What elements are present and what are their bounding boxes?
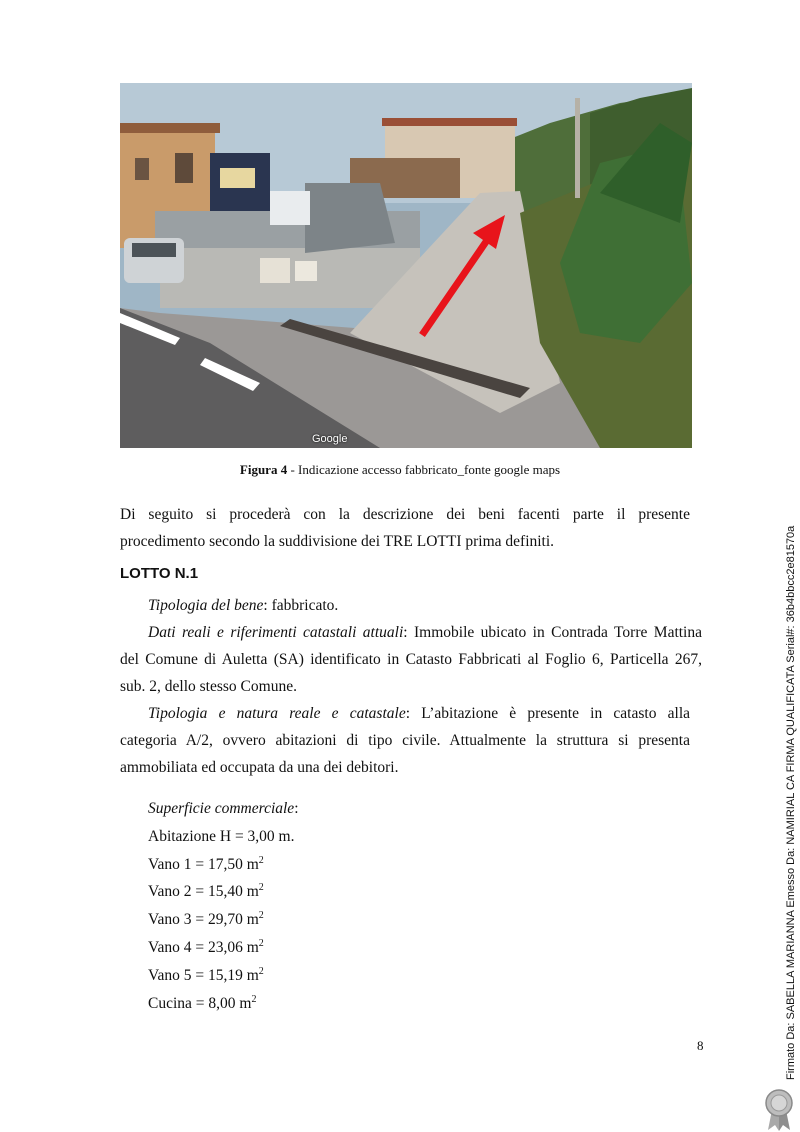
certificate-seal-icon	[762, 1088, 796, 1132]
digital-signature-text: Firmato Da: SABELLA MARIANNA Emesso Da: NAMIRIAL CA FIRMA QUALIFICATA Serial#: 36b4bbcc2e81570a	[785, 525, 797, 1080]
room-vano-3	[120, 906, 690, 934]
tipologia-label: Tipologia del bene	[148, 597, 264, 614]
street-view-photo	[120, 83, 692, 448]
intro-line-1: Di seguito si procederà con la descrizione dei beni facenti parte il presente	[120, 506, 690, 523]
room-text: Cucina = 8,00 m	[148, 994, 252, 1012]
intro-line-2: procedimento secondo la suddivisione dei TRE LOTTI prima definiti.	[120, 533, 555, 550]
room-text: Vano 1 = 17,50 m	[148, 855, 259, 873]
room-exponent: 2	[258, 854, 264, 866]
street-view-illustration	[120, 83, 692, 448]
dati-reali-rest: : Immobile ubicato in Contrada Torre Mattina	[403, 624, 702, 641]
room-vano-2	[120, 878, 690, 906]
superficie-list	[120, 795, 690, 1017]
natura-label: Tipologia e natura reale e catastale	[148, 705, 406, 722]
room-vano-4	[120, 934, 690, 962]
room-exponent: 2	[258, 910, 264, 922]
google-watermark: Google	[312, 433, 348, 445]
natura-line-3: ammobiliata ed occupata da una dei debitori.	[120, 759, 399, 776]
lotto-description	[120, 592, 702, 781]
room-exponent: 2	[251, 993, 257, 1005]
abitazione-height: Abitazione H = 3,00 m.	[148, 827, 295, 845]
room-text: Vano 5 = 15,19 m	[148, 966, 259, 984]
natura-line-1	[120, 700, 690, 727]
figure-caption	[0, 462, 800, 478]
dati-reali-line-3: sub. 2, dello stesso Comune.	[120, 678, 297, 695]
natura-rest: : L’abitazione è presente in catasto alla	[405, 705, 691, 722]
lotto-heading: LOTTO N.1	[120, 565, 199, 582]
dati-reali-line-1	[120, 619, 702, 646]
dati-reali-line-2: del Comune di Auletta (SA) identificato in Catasto Fabbricati al Foglio 6, Particella 267,	[120, 651, 702, 668]
figure-caption-label: Figura 4	[239, 462, 288, 477]
page-number: 8	[697, 1038, 704, 1053]
figure-caption-text: - Indicazione accesso fabbricato_fonte google maps	[287, 462, 561, 477]
room-text: Vano 4 = 23,06 m	[148, 938, 259, 956]
tipologia-value: : fabbricato.	[263, 597, 339, 614]
intro-paragraph	[120, 501, 690, 555]
room-vano-5	[120, 962, 690, 990]
room-exponent: 2	[258, 965, 264, 977]
tipologia-line	[120, 592, 702, 619]
room-exponent: 2	[258, 937, 264, 949]
room-text: Vano 2 = 15,40 m	[148, 883, 259, 901]
superficie-heading	[120, 795, 690, 823]
room-exponent: 2	[258, 882, 264, 894]
room-cucina	[120, 990, 690, 1018]
room-vano-1	[120, 851, 690, 879]
natura-line-2: categoria A/2, ovvero abitazioni di tipo civile. Attualmente la struttura si presenta	[120, 732, 690, 749]
dati-reali-label: Dati reali e riferimenti catastali attuali	[148, 624, 404, 641]
superficie-colon: :	[294, 800, 299, 817]
superficie-label: Superficie commerciale	[148, 800, 295, 817]
room-text: Vano 3 = 29,70 m	[148, 911, 259, 929]
